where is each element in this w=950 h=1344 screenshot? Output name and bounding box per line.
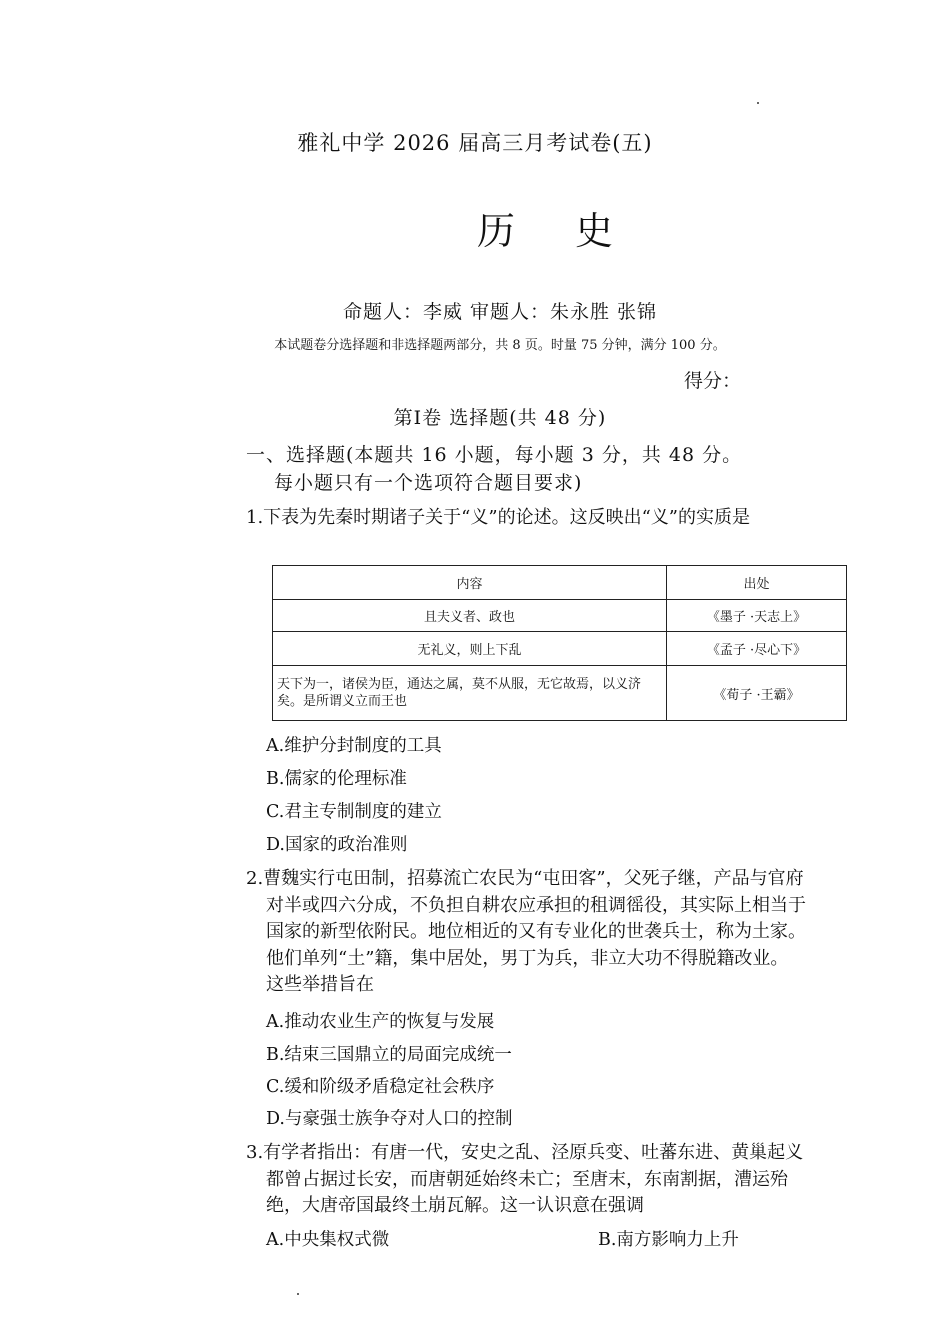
subject-char-2: 史: [575, 209, 614, 253]
q2-option-a: A.推动农业生产的恢复与发展: [266, 1012, 495, 1032]
question-2-stem: 2.曹魏实行屯田制，招募流亡农民为“屯田客”，父死子继，产品与官府对半或四六分成，不负担自耕农应承担的租调徭役，其实际上相当于国家的新型依附民。地位相近的又有专业化的世袭兵士，称为土家。他们单列“土”籍，集中居处，男丁为兵，非立大功不得脱籍改业。这些举措旨在: [246, 868, 806, 995]
table-row: [273, 632, 847, 666]
question-3-stem: 3.有学者指出：有唐一代，安史之乱、泾原兵变、吐蕃东进、黄巢起义都曾占据过长安，而唐朝延始终未亡；至唐末，东南割据，漕运殆绝，大唐帝国最终土崩瓦解。这一认识意在强调: [246, 1142, 804, 1216]
q1-option-a: A.维护分封制度的工具: [266, 736, 442, 756]
part-title: 第Ⅰ卷 选择题(共 48 分): [393, 407, 607, 429]
table-header-row: [273, 566, 847, 600]
table-header-content: 内容: [273, 566, 667, 600]
q3-option-b: B.南方影响力上升: [598, 1230, 739, 1250]
table-row: [273, 666, 847, 721]
q2-option-c: C.缓和阶级矛盾稳定社会秩序: [266, 1077, 495, 1097]
source-table: [272, 565, 847, 721]
subject-char-1: 历: [476, 209, 515, 253]
exam-instructions: 本试题卷分选择题和非选择题两部分，共 8 页。时量 75 分钟，满分 100 分。: [274, 338, 726, 353]
table-cell-source: 《孟子 ·尽心下》: [667, 632, 847, 666]
scan-dot-top: [757, 102, 759, 104]
table-cell-content: 天下为一，诸侯为臣，通达之属，莫不从服，无它故焉，以义济矣。是所谓义立而王也: [273, 666, 667, 721]
q2-option-d: D.与豪强士族争夺对人口的控制: [266, 1109, 513, 1129]
q1-option-d: D.国家的政治准则: [266, 835, 408, 855]
q1-option-c: C.君主专制制度的建立: [266, 802, 442, 822]
q1-option-b: B.儒家的伦理标准: [266, 769, 407, 789]
section-heading: [246, 441, 806, 497]
q3-option-a: A.中央集权式微: [266, 1230, 390, 1250]
question-1-stem: 1.下表为先秦时期诸子关于“义”的论述。这反映出“义”的实质是: [246, 507, 750, 528]
table-header-source: 出处: [667, 566, 847, 600]
table-cell-source: 《墨子 ·天志上》: [667, 600, 847, 632]
authors-line: 命题人：李威 审题人：朱永胜 张锦: [342, 301, 658, 323]
subject-title: [0, 200, 950, 255]
table-cell-content: 且夫义者、政也: [273, 600, 667, 632]
section-heading-line2: 每小题只有一个选项符合题目要求): [274, 472, 583, 494]
score-label: 得分：: [684, 370, 742, 392]
table-row: [273, 600, 847, 632]
q2-option-b: B.结束三国鼎立的局面完成统一: [266, 1045, 512, 1065]
table-cell-content: 无礼义，则上下乱: [273, 632, 667, 666]
scan-dot-bottom: [297, 1293, 299, 1295]
table-cell-source: 《荀子 ·王霸》: [667, 666, 847, 721]
exam-title: 雅礼中学 2026 届高三月考试卷(五): [297, 131, 653, 155]
section-heading-line1: 一、选择题(本题共 16 小题，每小题 3 分，共 48 分。: [246, 444, 743, 466]
